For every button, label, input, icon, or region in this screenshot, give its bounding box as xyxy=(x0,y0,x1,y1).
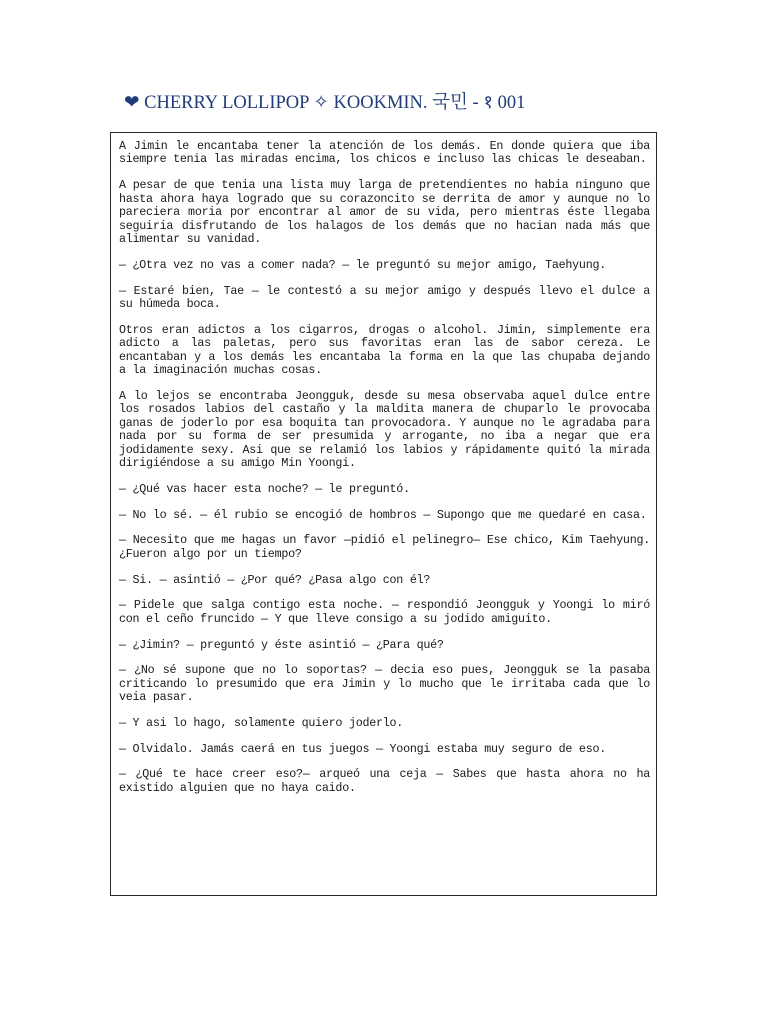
page-title: ❤ CHERRY LOLLIPOP ✧ KOOKMIN. 국민 - १ 001 xyxy=(124,93,526,113)
paragraph: — Pidele que salga contigo esta noche. — respondió Jeongguk y Yoongi lo miró con el ceño fruncido — Y que lleve consigo a su jodido amiguito. xyxy=(119,598,650,626)
paragraph: A pesar de que tenia una lista muy larga de pretendientes no habia ninguno que hasta ahora haya logrado que su corazoncito se derrita de amor y aunque no lo pareciera moria por encontrar al amor de su vida, pero mientras éste llegaba seguiria disfrutando de los halagos de los demás que no hacian nada más que alimentar su vanidad. xyxy=(119,178,650,247)
document-text-frame xyxy=(110,132,657,896)
paragraph: — ¿Qué vas hacer esta noche? — le preguntó. xyxy=(119,481,410,496)
paragraph: Otros eran adictos a los cigarros, drogas o alcohol. Jimin, simplemente era adicto a las paletas, pero sus favoritas eran las de sabor cereza. Le encantaban y a los demás les encantaba la forma en la que las chupaba dejando a la imaginación muchas cosas. xyxy=(119,322,650,378)
paragraph: — No lo sé. — él rubio se encogió de hombros — Supongo que me quedaré en casa. xyxy=(119,507,647,522)
paragraph: — Si. — asintió — ¿Por qué? ¿Pasa algo con él? xyxy=(119,572,431,587)
paragraph: — ¿Qué te hace creer eso?— arqueó una ceja — Sabes que hasta ahora no ha existido alguien que no haya caido. xyxy=(119,767,650,795)
paragraph: A lo lejos se encontraba Jeongguk, desde su mesa observaba aquel dulce entre los rosados labios del castaño y la maldita manera de chuparlo le provocaba ganas de joderlo por esa boquita tan provocadora. Y aunque no le agradaba para nada por su forma de ser presumida y arrogante, no iba a negar que era jodidamente sexy. Asi que se relamió los labios y rápidamente quitó la mirada dirigiéndose a su amigo Min Yoongi. xyxy=(119,388,650,471)
paragraph: — ¿Jimin? — preguntó y éste asintió — ¿Para qué? xyxy=(119,637,444,652)
paragraph: — Necesito que me hagas un favor —pidió el pelinegro— Ese chico, Kim Taehyung. ¿Fueron algo por un tiempo? xyxy=(119,533,650,561)
paragraph: A Jimin le encantaba tener la atención de los demás. En donde quiera que iba siempre tenia las miradas encima, los chicos e incluso las chicas le deseaban. xyxy=(119,139,650,167)
paragraph: — Estaré bien, Tae — le contestó a su mejor amigo y después llevo el dulce a su húmeda boca. xyxy=(119,283,650,311)
paragraph: — ¿Otra vez no vas a comer nada? — le preguntó su mejor amigo, Taehyung. xyxy=(119,257,606,272)
paragraph: — ¿No sé supone que no lo soportas? — decia eso pues, Jeongguk se la pasaba criticando lo presumido que era Jimin y lo mucho que le irritaba cada que lo veia pasar. xyxy=(119,663,650,705)
paragraph: — Olvidalo. Jamás caerá en tus juegos — Yoongi estaba muy seguro de eso. xyxy=(119,741,606,756)
paragraph: — Y asi lo hago, solamente quiero joderlo. xyxy=(119,715,404,730)
